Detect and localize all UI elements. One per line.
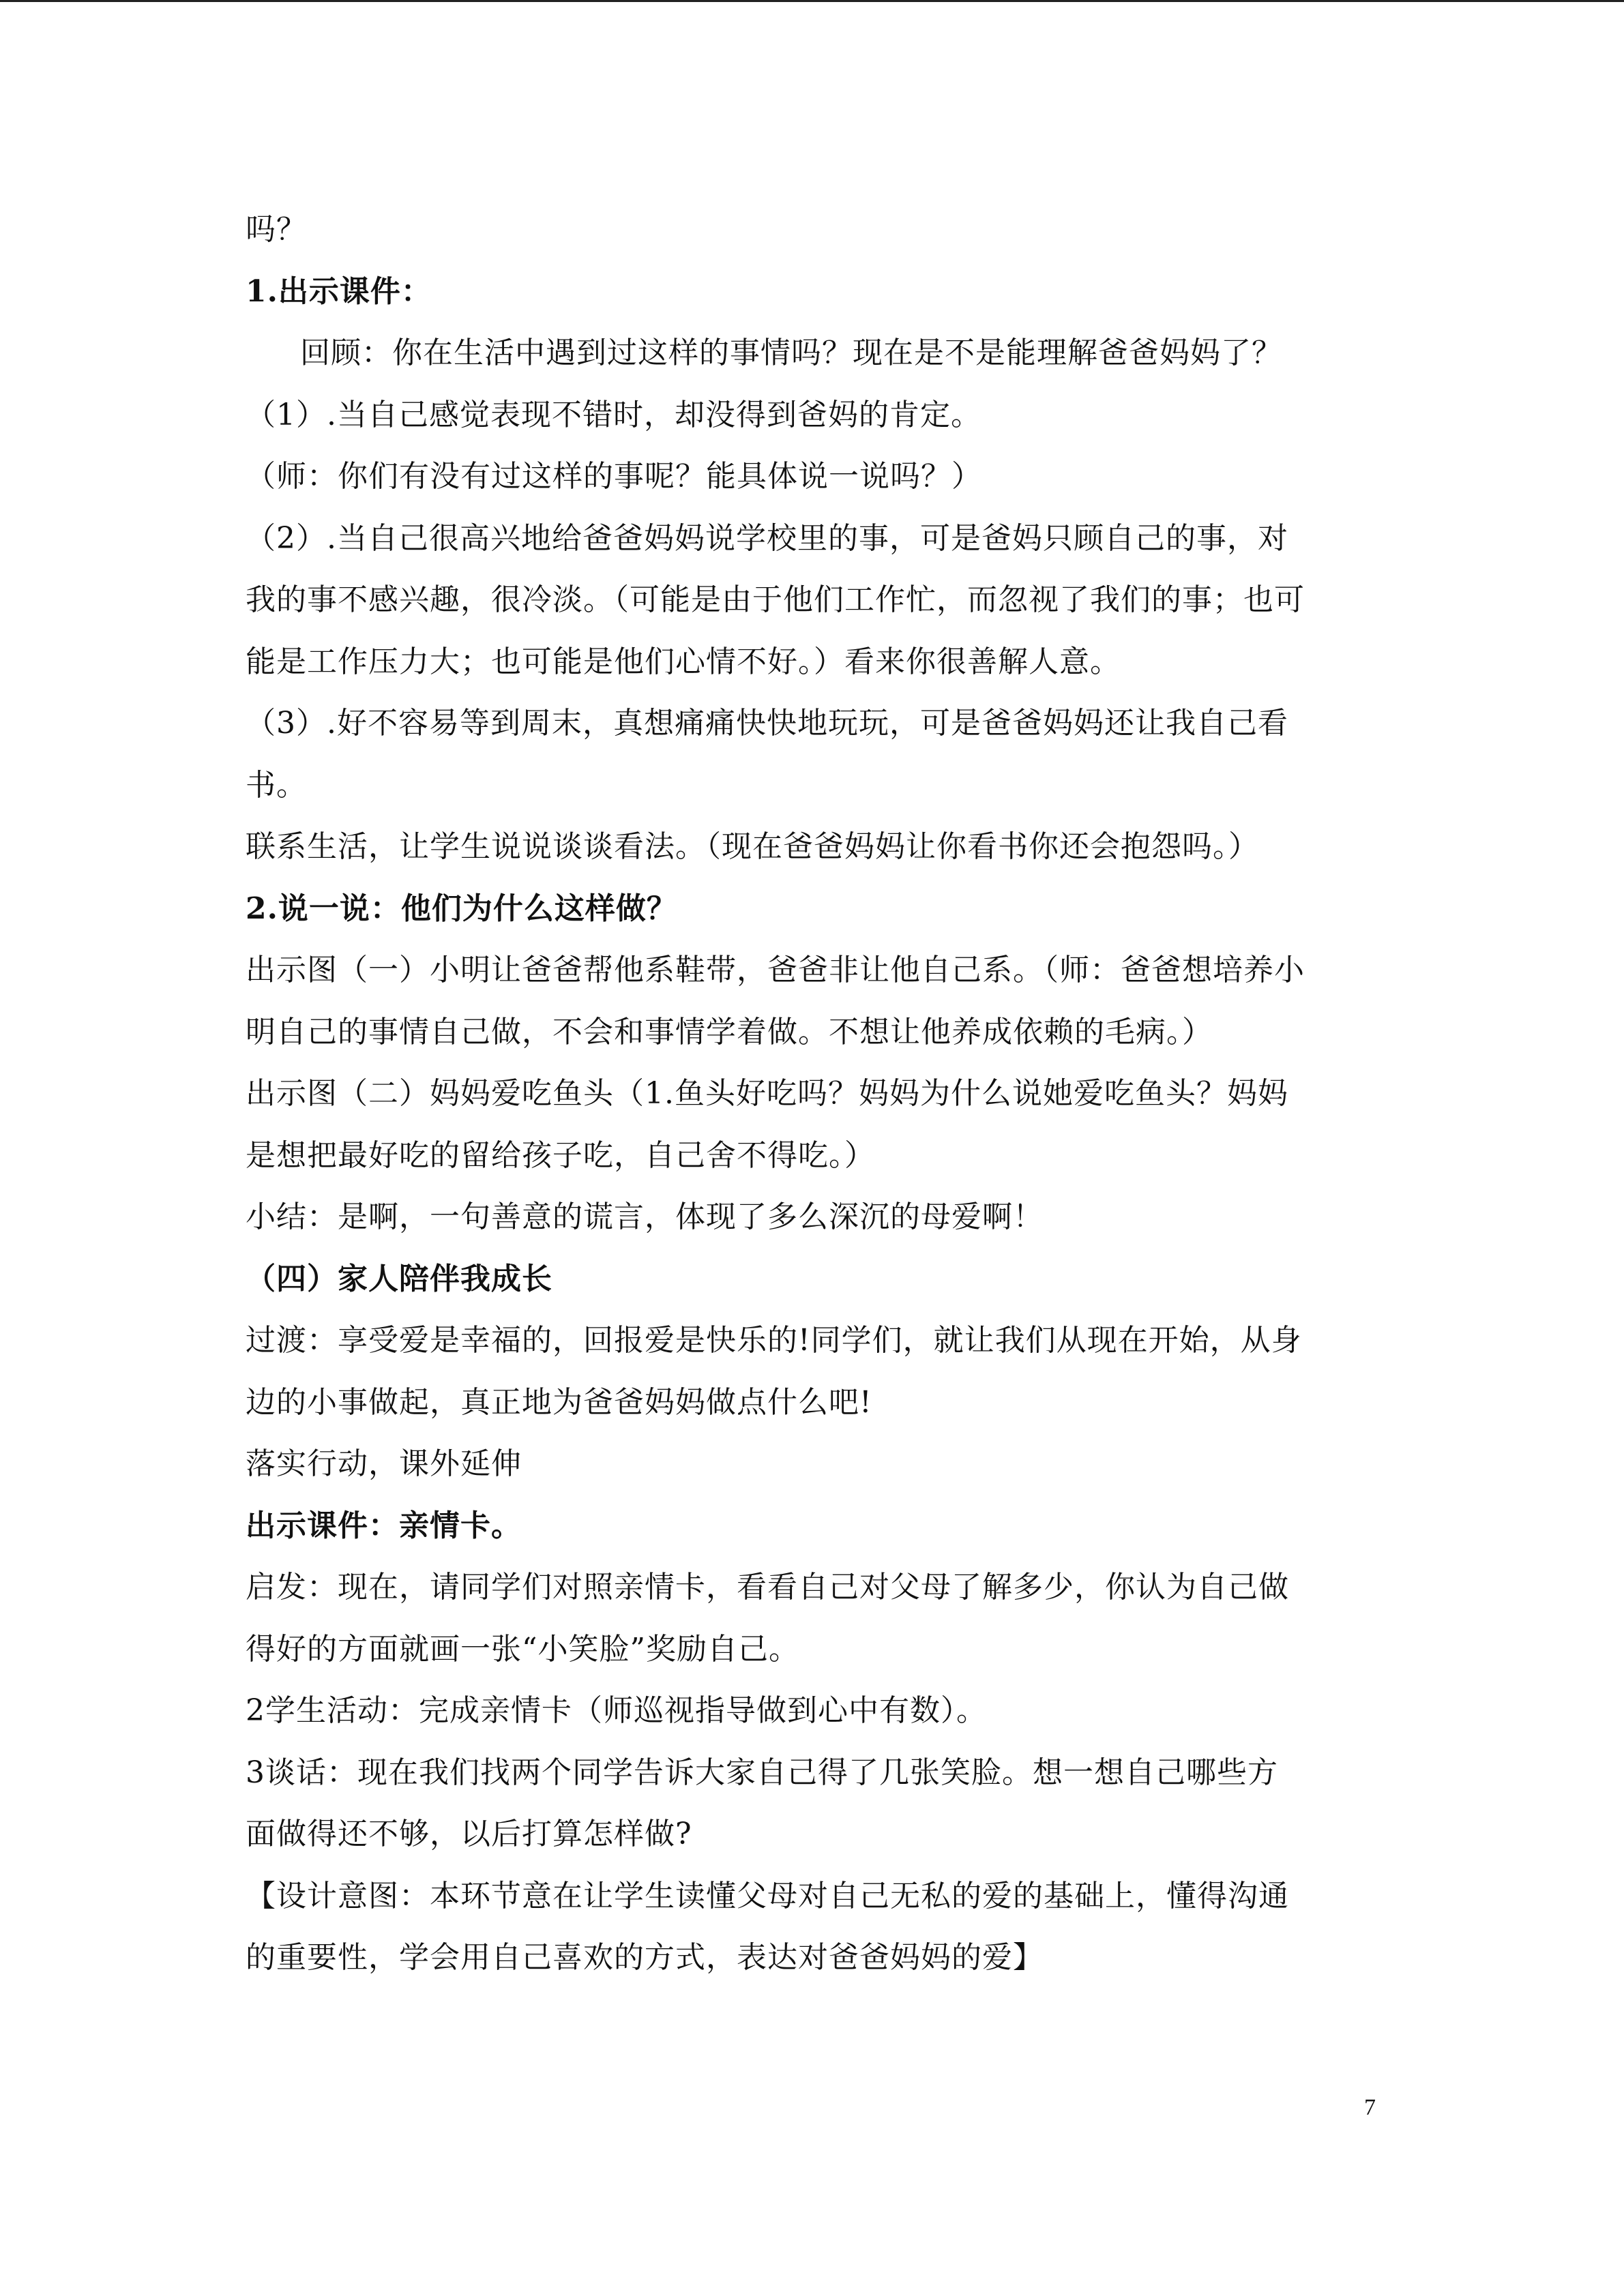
body-text-line: 落实行动，课外延伸 [246, 1446, 522, 1481]
section-heading: 出示课件：亲情卡。 [246, 1508, 522, 1543]
body-text-line: 边的小事做起，真正地为爸爸妈妈做点什么吧! [246, 1384, 872, 1420]
body-text-line: 过渡：享受爱是幸福的，回报爱是快乐的!同学们，就让我们从现在开始，从身 [246, 1323, 1302, 1358]
body-text-line: 是想把最好吃的留给孩子吃，自己舍不得吃。） [246, 1137, 875, 1173]
body-text-line: 明自己的事情自己做，不会和事情学着做。不想让他养成依赖的毛病。） [246, 1014, 1213, 1049]
body-text-line: 吗？ [246, 212, 307, 247]
body-text-line: 2学生活动：完成亲情卡（师巡视指导做到心中有数）。 [246, 1693, 987, 1728]
page-top-border [0, 0, 1624, 2]
body-text-line: 的重要性，学会用自己喜欢的方式，表达对爸爸妈妈的爱】 [246, 1940, 1044, 1975]
body-text-line: （师：你们有没有过这样的事呢？能具体说一说吗？） [246, 459, 982, 494]
body-text-line: 联系生活，让学生说说谈谈看法。（现在爸爸妈妈让你看书你还会抱怨吗。） [246, 829, 1259, 864]
body-text-line: 回顾：你在生活中遇到过这样的事情吗？现在是不是能理解爸爸妈妈了？ [300, 336, 1282, 370]
body-text-line: （2）.当自己很高兴地给爸爸妈妈说学校里的事，可是爸妈只顾自己的事，对 [246, 520, 1288, 556]
body-text-line: 3谈话：现在我们找两个同学告诉大家自己得了几张笑脸。想一想自己哪些方 [246, 1755, 1278, 1790]
body-text-line: 【设计意图：本环节意在让学生读懂父母对自己无私的爱的基础上，懂得沟通 [246, 1878, 1289, 1913]
body-text-line: 书。 [246, 767, 307, 803]
section-heading: 2.说一说：他们为什么这样做？ [246, 891, 677, 926]
section-heading: （四）家人陪伴我成长 [246, 1261, 552, 1296]
body-text-line: 我的事不感兴趣，很冷淡。（可能是由于他们工作忙，而忽视了我们的事；也可 [246, 582, 1305, 617]
body-text-line: 能是工作压力大；也可能是他们心情不好。）看来你很善解人意。 [246, 644, 1121, 679]
body-text-line: 小结：是啊，一句善意的谎言，体现了多么深沉的母爱啊！ [246, 1199, 1044, 1234]
document-body [246, 199, 1378, 1989]
body-text-line: 出示图（二）妈妈爱吃鱼头（1.鱼头好吃吗？妈妈为什么说她爱吃鱼头？妈妈 [246, 1076, 1288, 1111]
body-text-line: 得好的方面就画一张“小笑脸”奖励自己。 [246, 1631, 799, 1667]
body-text-line: 出示图（一）小明让爸爸帮他系鞋带，爸爸非让他自己系。（师：爸爸想培养小 [246, 953, 1305, 987]
body-text-line: （3）.好不容易等到周末，真想痛痛快快地玩玩，可是爸爸妈妈还让我自己看 [246, 706, 1288, 741]
page-number: 7 [1364, 2095, 1376, 2120]
section-heading: 1.出示课件： [246, 273, 432, 309]
body-text-line: 面做得还不够，以后打算怎样做? [246, 1817, 692, 1851]
body-text-line: 启发：现在，请同学们对照亲情卡，看看自己对父母了解多少，你认为自己做 [246, 1570, 1289, 1605]
body-text-line: （1）.当自己感觉表现不错时，却没得到爸妈的肯定。 [246, 397, 981, 432]
